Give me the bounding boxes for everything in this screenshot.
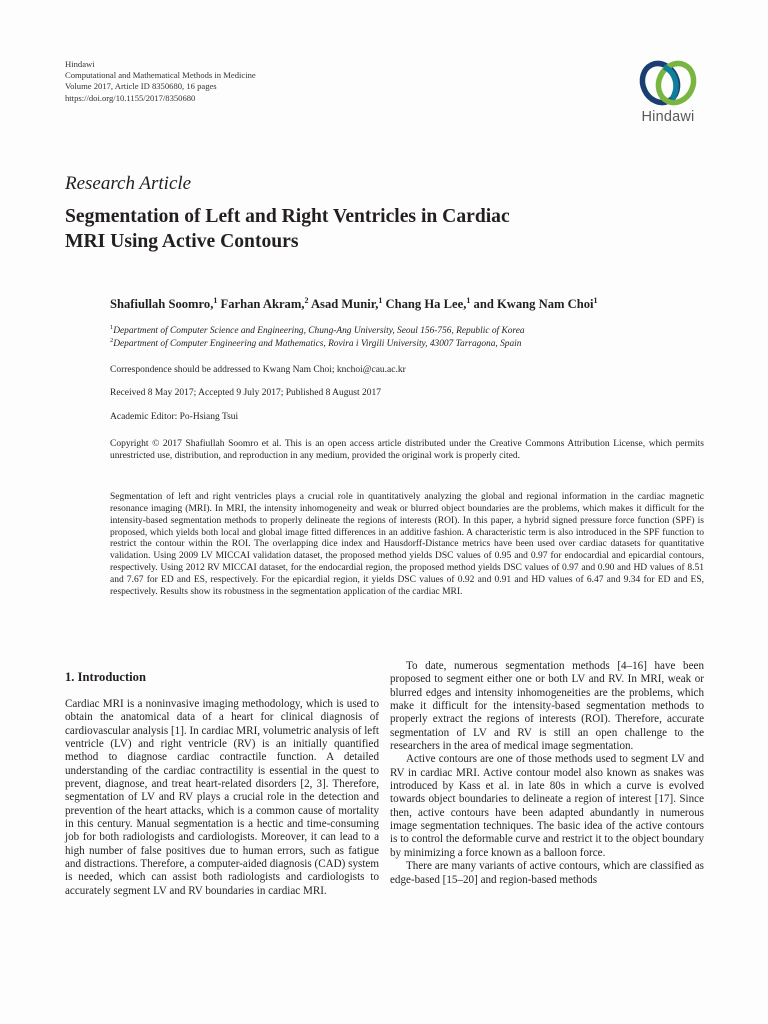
author-affiliation-mark: 1: [593, 296, 598, 305]
affiliation-mark: 1: [110, 324, 114, 331]
author-name[interactable]: Chang Ha Lee,: [385, 297, 467, 312]
title-line-2: MRI Using Active Contours: [65, 231, 299, 252]
journal-name: Computational and Mathematical Methods in Medicine: [65, 70, 256, 81]
abstract: Segmentation of left and right ventricles plays a crucial role in quantitatively analyzing the global and regional information in the cardiac magnetic resonance imaging (MRI). In MRI, the intensity inhomogeneity and weak or blurred object boundaries are the problems, which makes it difficult for the intensity-based segmentation methods to properly delineate the regions of interests (ROI). In this paper, a hybrid signed pressure force function (SPF) is proposed, which yields both local and global image fitted differences in an additive fashion. A characteristic term is also introduced in the SPF function to restrict the contour within the ROI. The overlapping dice index and Hausdorff-Distance metrics have been used over cardiac datasets for quantitative validation. Using 2009 LV MICCAI validation dataset, the proposed method yields DSC values of 0.95 and 0.97 for endocardial and epicardial contours, respectively. Using 2012 RV MICCAI dataset, for the endocardial region, the proposed method yields DSC values of 0.97 and 0.90 and HD values of 8.51 and 7.67 for ED and ES, respectively. For the epicardial region, it yields DSC values of 0.92 and 0.91 and HD values of 6.47 and 9.34 for ED and ES, respectively. Results show its robustness in the segmentation application of the cardiac MRI.: [110, 492, 704, 597]
author-affiliation-mark: 1: [378, 296, 383, 305]
hindawi-logo: [628, 58, 708, 132]
paragraph: Cardiac MRI is a noninvasive imaging methodology, which is used to obtain the anatomical data of a heart for clinical diagnosis of cardiovascular analysis [1]. In cardiac MRI, volumetric analysis of left ventricle (LV) and right ventricle (RV) is an initially quantified method to diagnose cardiac contractile function. A detailed understanding of the cardiac contractility is essential in the quest to prevent, diagnose, and treat heart-related disorders [2, 3]. Therefore, segmentation of LV and RV plays a crucial role in the detection and prevention of the heart attacks, which is a common cause of mortality in this century. Manual segmentation is a hectic and time-consuming job for both radiologists and cardiologists. Moreover, it can lead to a high number of false positives due to human errors, such as fatigue and distractions. Therefore, a computer-aided diagnosis (CAD) system is needed, which can assist both radiologists and cardiologists to accurately segment LV and RV boundaries in cardiac MRI.: [65, 698, 379, 897]
doi-link[interactable]: https://doi.org/10.1155/2017/8350680: [65, 92, 196, 103]
affiliation-text: Department of Computer Engineering and Mathematics, Rovira i Virgili University, 43007 Tarragona, Spain: [113, 339, 522, 350]
copyright-notice: Copyright © 2017 Shafiullah Soomro et al. This is an open access article distributed under the Creative Commons Attribution License, which permits unrestricted use, distribution, and reproduction in any medium, provided the original work is properly cited.: [110, 439, 704, 461]
author-name[interactable]: Farhan Akram,: [220, 297, 305, 312]
author-name[interactable]: Asad Munir,: [310, 297, 379, 312]
author-affiliation-mark: 1: [213, 296, 218, 305]
paragraph: To date, numerous segmentation methods [4–16] have been proposed to segment either one or both LV and RV. In MRI, weak or blurred edges and intensity inhomogeneities are the problems, which make it difficult for the intensity-based segmentation methods to properly extract the regions of interests (ROI). Therefore, accurate segmentation of LV and RV is still an open challenge to the researchers in the area of medical image segmentation.: [390, 660, 704, 753]
left-column: [65, 698, 379, 898]
section-heading: 1. Introduction: [65, 670, 146, 684]
author-name[interactable]: and Kwang Nam Choi: [473, 297, 594, 312]
right-column: [390, 660, 704, 887]
journal-header: [65, 59, 256, 104]
affiliation-2: [110, 337, 521, 349]
affiliation-text: Department of Computer Science and Engineering, Chung-Ang University, Seoul 156-756, Republic of Korea: [113, 326, 525, 337]
author-affiliation-mark: 1: [466, 296, 471, 305]
publication-dates: Received 8 May 2017; Accepted 9 July 2017; Published 8 August 2017: [110, 388, 381, 398]
author-affiliation-mark: 2: [304, 296, 309, 305]
affiliation-1: [110, 324, 525, 336]
author-name[interactable]: Shafiullah Soomro,: [110, 297, 214, 312]
article-type: Research Article: [65, 173, 192, 194]
author-list: [110, 296, 598, 312]
hindawi-logo-icon: [634, 58, 702, 108]
affiliation-mark: 2: [110, 337, 114, 344]
title-line-1: Segmentation of Left and Right Ventricles in Cardiac: [65, 206, 510, 227]
academic-editor: Academic Editor: Po-Hsiang Tsui: [110, 412, 239, 422]
paragraph: There are many variants of active contours, which are classified as edge-based [15–20] and region-based methods: [390, 860, 704, 886]
article-title: [65, 204, 625, 254]
paragraph: Active contours are one of those methods used to segment LV and RV in cardiac MRI. Active contour model also known as snakes was introduced by Kass et al. in late 80s in which a curve is evolved towards object boundaries to delineate a region of interest [17]. Since then, active contours have been adapted abundantly in numerous image segmentation techniques. The basic idea of the active contours is to control the deformable curve and restrict it to the object boundary by minimizing a force known as a balloon force.: [390, 753, 704, 859]
publisher-name: Hindawi: [65, 59, 95, 69]
correspondence: Correspondence should be addressed to Kwang Nam Choi; knchoi@cau.ac.kr: [110, 365, 406, 375]
volume-info: Volume 2017, Article ID 8350680, 16 pages: [65, 81, 217, 92]
logo-text: Hindawi: [641, 109, 695, 125]
